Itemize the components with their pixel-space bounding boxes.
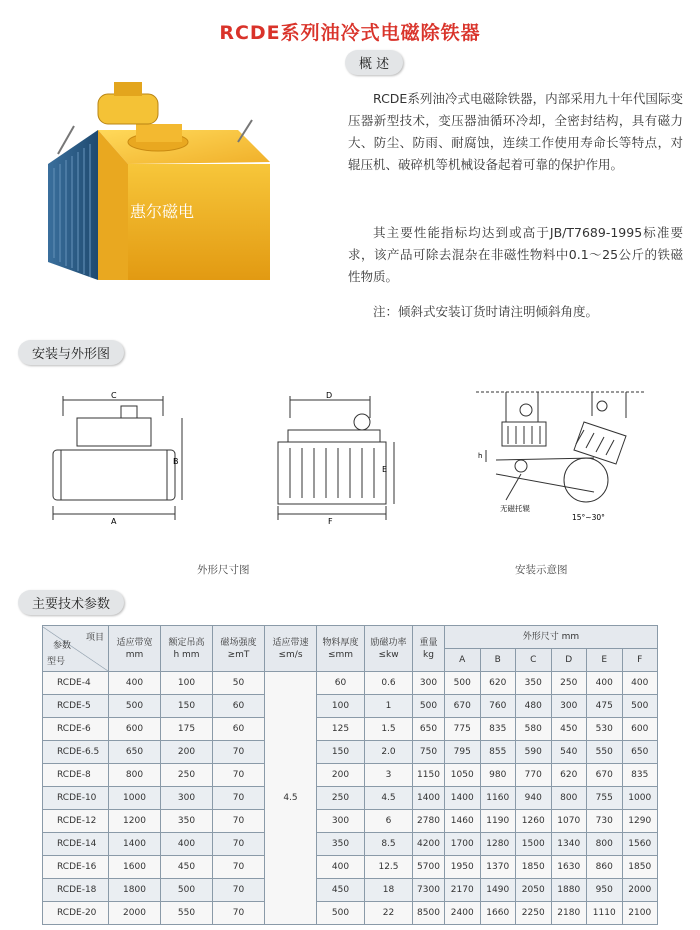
dimension-diagram-side (270, 388, 400, 533)
table-cell: 835 (622, 764, 658, 787)
table-cell: 855 (480, 741, 516, 764)
header-dim-b: B (480, 649, 516, 672)
header-power: 励磁功率 ≤kw (365, 626, 413, 672)
header-dim-a: A (445, 649, 481, 672)
table-cell: 1280 (480, 833, 516, 856)
spec-table (42, 625, 658, 925)
table-cell: 3 (365, 764, 413, 787)
dim-label-h: h (478, 452, 483, 460)
table-cell: 1630 (551, 856, 587, 879)
table-cell: 980 (480, 764, 516, 787)
table-cell: 550 (161, 902, 213, 925)
table-cell: 0.6 (365, 672, 413, 695)
table-cell: 480 (516, 695, 552, 718)
header-dimensions: 外形尺寸 mm (445, 626, 658, 649)
header-lift-height: 额定吊高 h mm (161, 626, 213, 672)
table-cell: 500 (413, 695, 445, 718)
table-cell: 70 (213, 879, 265, 902)
table-row (43, 856, 658, 879)
table-cell: 1110 (587, 902, 623, 925)
table-cell: 2250 (516, 902, 552, 925)
table-cell: 600 (622, 718, 658, 741)
table-cell: 760 (480, 695, 516, 718)
table-cell: 2000 (109, 902, 161, 925)
table-cell: 300 (551, 695, 587, 718)
table-cell: 4.5 (365, 787, 413, 810)
table-cell: 540 (551, 741, 587, 764)
table-cell: 1050 (445, 764, 481, 787)
table-row (43, 764, 658, 787)
table-cell: 125 (317, 718, 365, 741)
table-row (43, 879, 658, 902)
model-cell: RCDE-5 (43, 695, 109, 718)
table-cell: 600 (109, 718, 161, 741)
header-weight: 重量 kg (413, 626, 445, 672)
belt-speed-cell: 4.5 (265, 672, 317, 925)
table-cell: 950 (587, 879, 623, 902)
table-cell: 475 (587, 695, 623, 718)
table-cell: 450 (317, 879, 365, 902)
table-cell: 400 (109, 672, 161, 695)
table-cell: 500 (109, 695, 161, 718)
table-cell: 1 (365, 695, 413, 718)
table-row (43, 902, 658, 925)
table-cell: 70 (213, 810, 265, 833)
table-cell: 1160 (480, 787, 516, 810)
table-cell: 590 (516, 741, 552, 764)
table-cell: 1000 (622, 787, 658, 810)
table-cell: 1560 (622, 833, 658, 856)
roller-label: 无磁托辊 (500, 504, 530, 513)
table-cell: 1200 (109, 810, 161, 833)
table-cell: 5700 (413, 856, 445, 879)
table-cell: 70 (213, 764, 265, 787)
table-row (43, 672, 658, 695)
table-cell: 400 (317, 856, 365, 879)
table-cell: 1600 (109, 856, 161, 879)
table-cell: 1800 (109, 879, 161, 902)
table-cell: 755 (587, 787, 623, 810)
table-cell: 1850 (622, 856, 658, 879)
table-cell: 1500 (516, 833, 552, 856)
model-cell: RCDE-6.5 (43, 741, 109, 764)
table-cell: 500 (622, 695, 658, 718)
page-title: RCDE系列油冷式电磁除铁器 (219, 22, 481, 44)
table-cell: 620 (551, 764, 587, 787)
table-cell: 1.5 (365, 718, 413, 741)
table-cell: 70 (213, 902, 265, 925)
table-row (43, 741, 658, 764)
install-tag: 安装与外形图 (18, 340, 124, 365)
table-cell: 1000 (109, 787, 161, 810)
table-cell: 650 (413, 718, 445, 741)
table-cell: 800 (551, 787, 587, 810)
table-cell: 2180 (551, 902, 587, 925)
table-cell: 7300 (413, 879, 445, 902)
table-cell: 500 (317, 902, 365, 925)
table-cell: 2000 (622, 879, 658, 902)
table-cell: 1400 (109, 833, 161, 856)
table-cell: 200 (317, 764, 365, 787)
table-cell: 1190 (480, 810, 516, 833)
model-cell: RCDE-8 (43, 764, 109, 787)
table-cell: 770 (516, 764, 552, 787)
table-row (43, 787, 658, 810)
table-cell: 1880 (551, 879, 587, 902)
table-cell: 1850 (516, 856, 552, 879)
table-cell: 250 (161, 764, 213, 787)
overview-paragraph-2: 其主要性能指标均达到或高于JB/T7689-1995标准要求，该产品可除去混杂在非磁性物料中0.1～25公斤的铁磁性物质。 (348, 225, 683, 284)
table-cell: 650 (109, 741, 161, 764)
table-cell: 2780 (413, 810, 445, 833)
table-cell: 1260 (516, 810, 552, 833)
dims-caption: 外形尺寸图 (197, 564, 250, 576)
table-cell: 775 (445, 718, 481, 741)
table-cell: 795 (445, 741, 481, 764)
dim-label-b: B (173, 457, 179, 466)
table-cell: 60 (213, 695, 265, 718)
model-cell: RCDE-20 (43, 902, 109, 925)
table-cell: 150 (161, 695, 213, 718)
table-row (43, 695, 658, 718)
table-cell: 60 (317, 672, 365, 695)
table-cell: 580 (516, 718, 552, 741)
table-cell: 250 (551, 672, 587, 695)
table-row (43, 718, 658, 741)
table-cell: 60 (213, 718, 265, 741)
installation-diagram (476, 388, 646, 538)
model-cell: RCDE-4 (43, 672, 109, 695)
table-cell: 70 (213, 787, 265, 810)
header-dim-f: F (622, 649, 658, 672)
overview-tag: 概 述 (345, 50, 403, 75)
table-cell: 730 (587, 810, 623, 833)
dim-label-f: F (328, 517, 333, 526)
model-cell: RCDE-10 (43, 787, 109, 810)
table-cell: 400 (622, 672, 658, 695)
table-cell: 620 (480, 672, 516, 695)
header-dim-c: C (516, 649, 552, 672)
table-row (43, 810, 658, 833)
table-cell: 70 (213, 856, 265, 879)
table-cell: 550 (587, 741, 623, 764)
header-dim-e: E (587, 649, 623, 672)
table-cell: 750 (413, 741, 445, 764)
table-cell: 2050 (516, 879, 552, 902)
table-cell: 450 (551, 718, 587, 741)
table-row (43, 833, 658, 856)
table-cell: 350 (161, 810, 213, 833)
model-cell: RCDE-12 (43, 810, 109, 833)
dim-label-a: A (111, 517, 117, 526)
header-thickness: 物料厚度 ≤mm (317, 626, 365, 672)
table-cell: 1370 (480, 856, 516, 879)
header-param: 参数 (53, 640, 72, 651)
table-cell: 1700 (445, 833, 481, 856)
table-cell: 22 (365, 902, 413, 925)
table-cell: 500 (161, 879, 213, 902)
table-cell: 70 (213, 741, 265, 764)
table-cell: 1400 (445, 787, 481, 810)
table-cell: 800 (587, 833, 623, 856)
header-dim-d: D (551, 649, 587, 672)
table-cell: 530 (587, 718, 623, 741)
table-cell: 150 (317, 741, 365, 764)
dim-label-d: D (326, 391, 333, 400)
table-cell: 1070 (551, 810, 587, 833)
table-cell: 8500 (413, 902, 445, 925)
table-cell: 100 (317, 695, 365, 718)
table-cell: 350 (317, 833, 365, 856)
table-cell: 300 (317, 810, 365, 833)
table-cell: 18 (365, 879, 413, 902)
table-cell: 300 (413, 672, 445, 695)
table-cell: 670 (587, 764, 623, 787)
dim-label-c: C (111, 391, 117, 400)
overview-paragraph-1: RCDE系列油冷式电磁除铁器，内部采用九十年代国际变压器新型技术，变压器油循环冷却，全密封结构，具有磁力大、防尘、防雨、耐腐蚀，连续工作使用寿命长等特点，对辊压机、破碎机等机械设备起着可靠的保护作用。 (348, 91, 683, 172)
table-cell: 4200 (413, 833, 445, 856)
table-cell: 50 (213, 672, 265, 695)
table-cell: 2100 (622, 902, 658, 925)
table-cell: 1950 (445, 856, 481, 879)
install-caption: 安装示意图 (515, 564, 568, 576)
table-cell: 12.5 (365, 856, 413, 879)
table-cell: 1340 (551, 833, 587, 856)
model-cell: RCDE-16 (43, 856, 109, 879)
header-field-strength: 磁场强度 ≥mT (213, 626, 265, 672)
table-cell: 800 (109, 764, 161, 787)
model-cell: RCDE-14 (43, 833, 109, 856)
overview-note: 注：倾斜式安装订货时请注明倾斜角度。 (373, 304, 599, 319)
table-cell: 300 (161, 787, 213, 810)
table-cell: 8.5 (365, 833, 413, 856)
table-cell: 835 (480, 718, 516, 741)
dim-label-e: E (382, 465, 388, 474)
header-belt-width: 适应带宽 mm (109, 626, 161, 672)
table-cell: 860 (587, 856, 623, 879)
table-cell: 2170 (445, 879, 481, 902)
params-tag: 主要技术参数 (18, 590, 124, 615)
angle-label: 15°~30° (572, 513, 605, 522)
header-item: 项目 (85, 632, 104, 643)
table-cell: 1290 (622, 810, 658, 833)
table-cell: 350 (516, 672, 552, 695)
table-cell: 500 (445, 672, 481, 695)
table-cell: 175 (161, 718, 213, 741)
table-cell: 670 (445, 695, 481, 718)
model-cell: RCDE-18 (43, 879, 109, 902)
table-cell: 1660 (480, 902, 516, 925)
table-cell: 650 (622, 741, 658, 764)
table-cell: 2.0 (365, 741, 413, 764)
table-cell: 400 (161, 833, 213, 856)
table-cell: 1460 (445, 810, 481, 833)
table-cell: 200 (161, 741, 213, 764)
table-cell: 450 (161, 856, 213, 879)
table-cell: 1490 (480, 879, 516, 902)
table-cell: 940 (516, 787, 552, 810)
table-cell: 250 (317, 787, 365, 810)
product-image (38, 72, 278, 302)
model-cell: RCDE-6 (43, 718, 109, 741)
table-cell: 100 (161, 672, 213, 695)
table-cell: 2400 (445, 902, 481, 925)
brand-text: 惠尔磁电 (130, 202, 195, 221)
header-diagonal-cell (43, 626, 109, 672)
table-cell: 400 (587, 672, 623, 695)
dimension-diagram-front (45, 388, 185, 533)
header-belt-speed: 适应带速 ≤m/s (265, 626, 317, 672)
table-cell: 1400 (413, 787, 445, 810)
header-model: 型号 (47, 656, 66, 667)
table-cell: 70 (213, 833, 265, 856)
table-cell: 6 (365, 810, 413, 833)
table-cell: 1150 (413, 764, 445, 787)
